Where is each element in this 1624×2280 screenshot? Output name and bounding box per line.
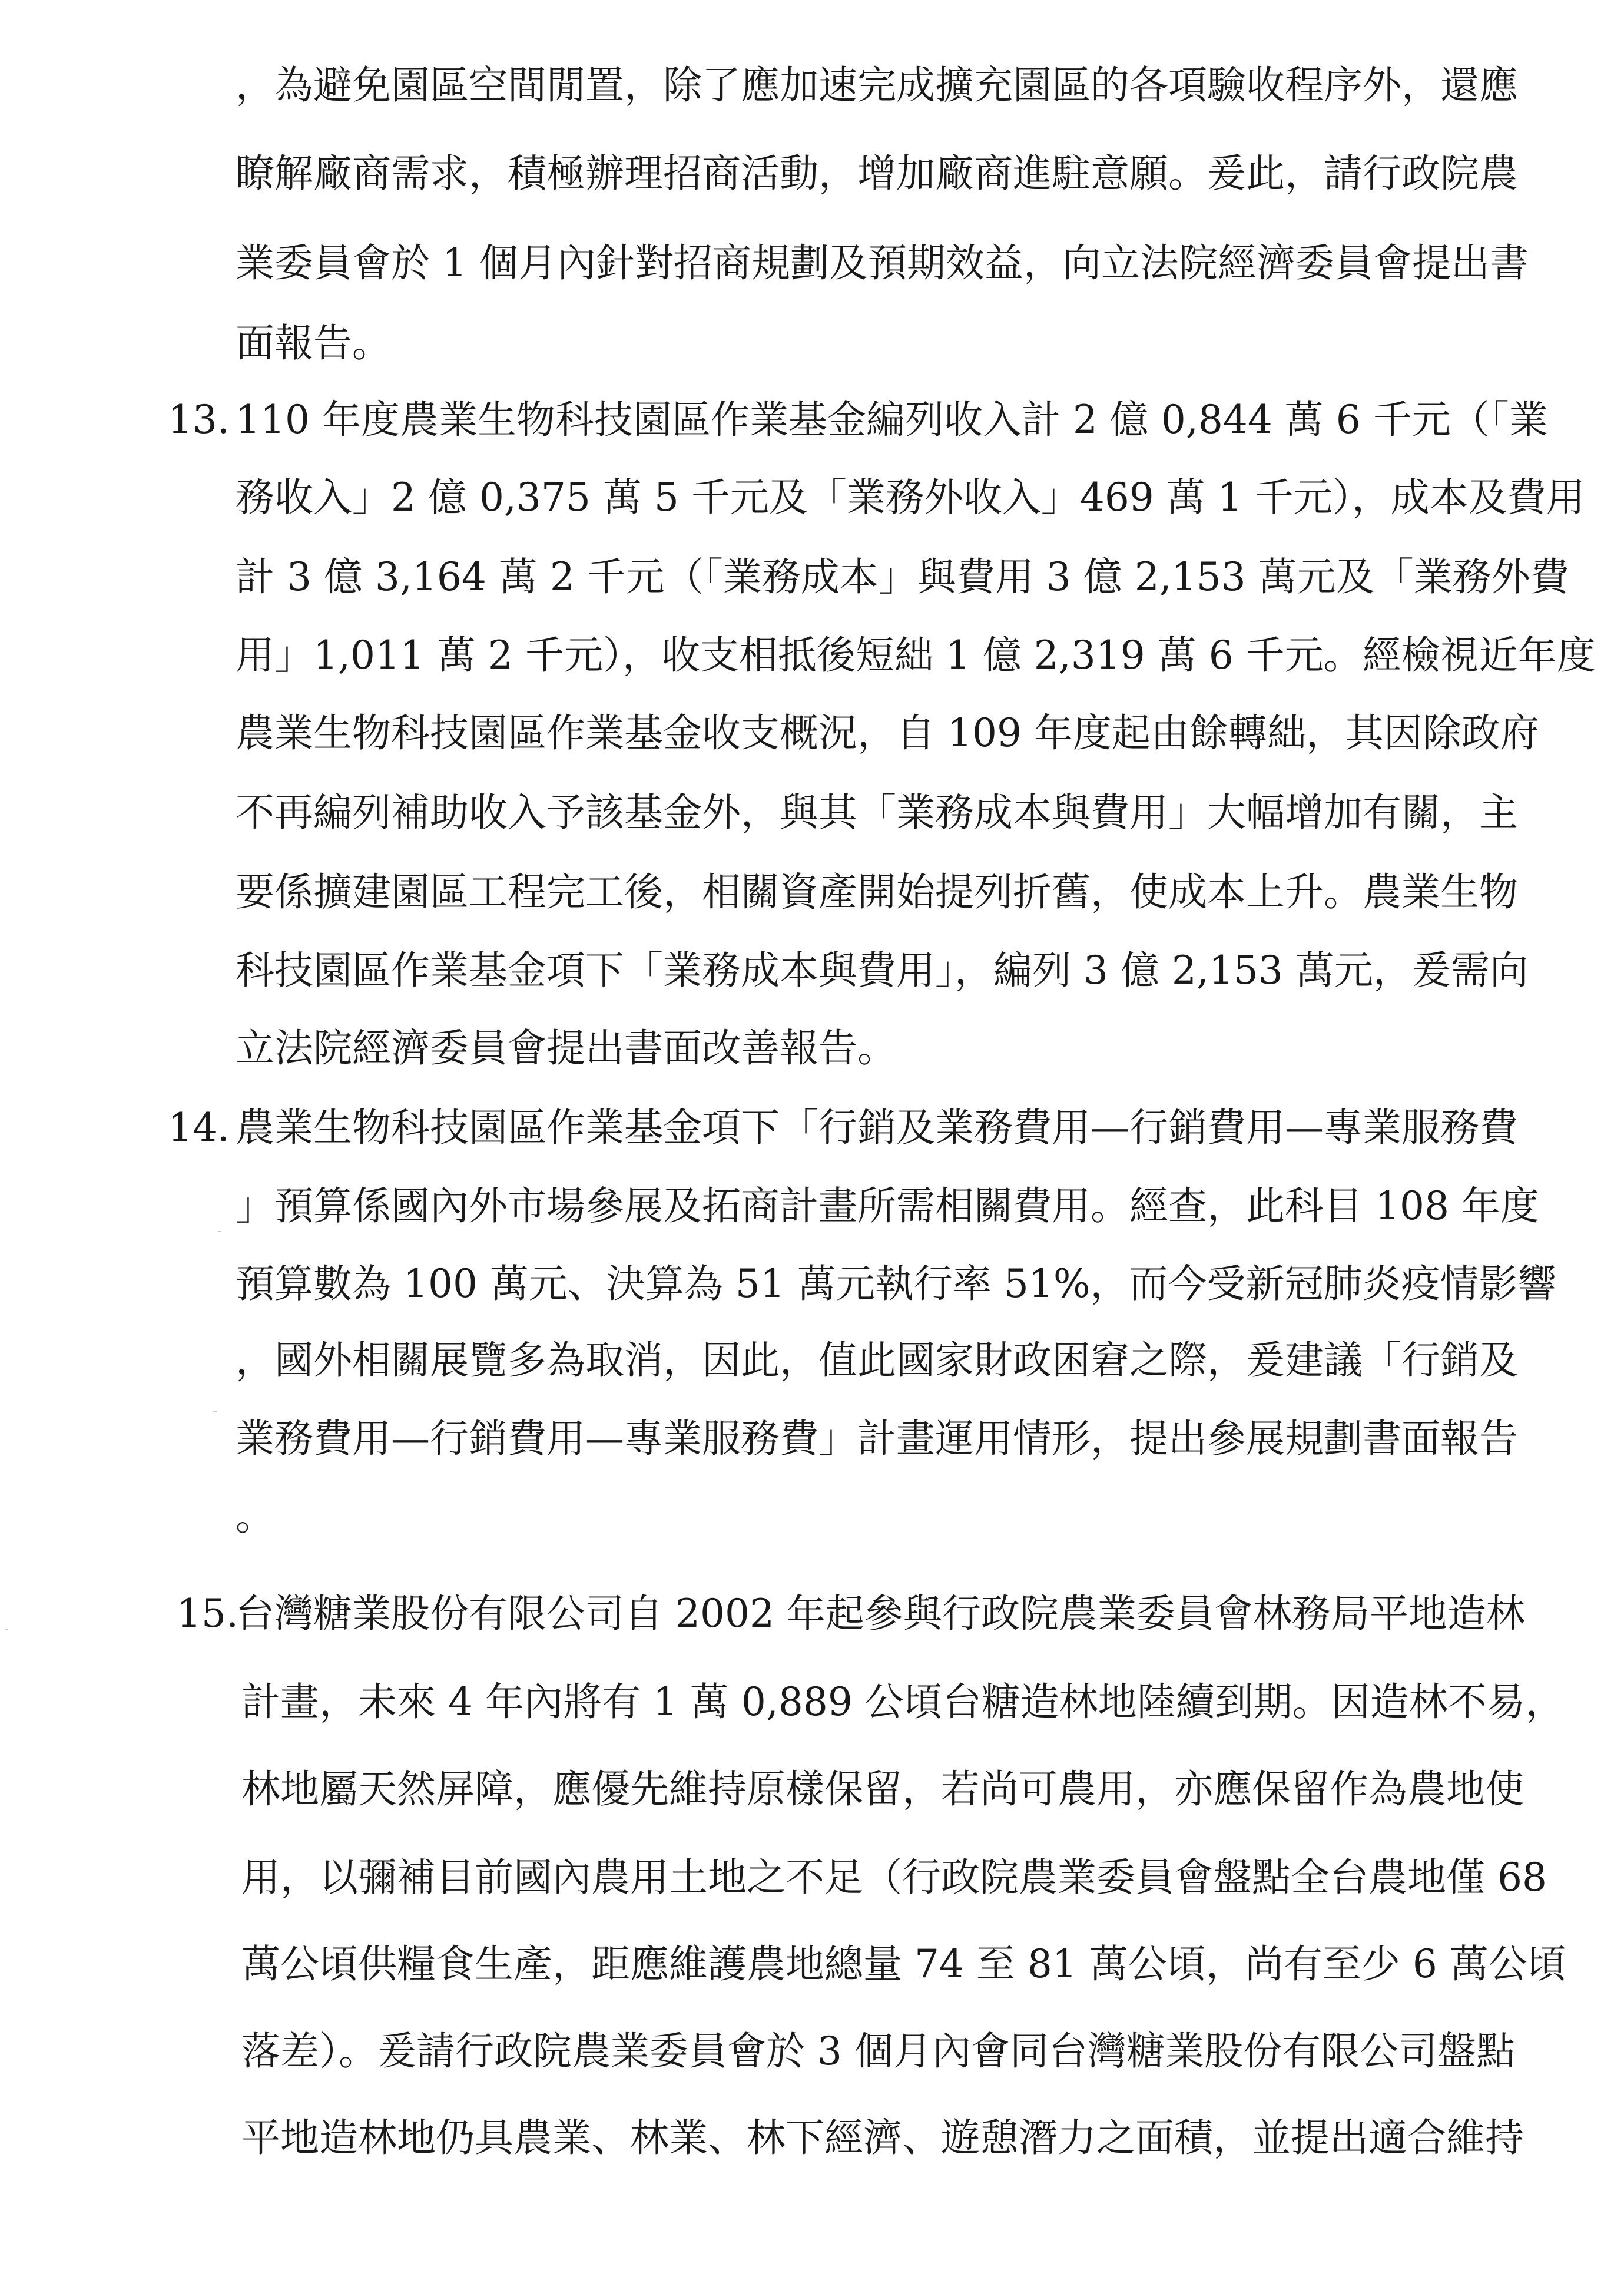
item-number: 13. (168, 397, 230, 442)
paragraph-line: 立法院經濟委員會提出書面改善報告。 (236, 1025, 896, 1071)
scan-speck (213, 1411, 217, 1412)
paragraph-line: 面報告。 (236, 320, 391, 366)
paragraph-line: 」預算係國內外市場參展及拓商計畫所需相關費用。經查，此科目 108 年度 (236, 1183, 1539, 1229)
paragraph-line: 要係擴建園區工程完工後，相關資產開始提列折舊，使成本上升。農業生物 (236, 869, 1518, 915)
paragraph-line: 用」1,011 萬 2 千元），收支相抵後短絀 1 億 2,319 萬 6 千元。經檢視近年度 (236, 633, 1596, 678)
paragraph-line: 落差）。爰請行政院農業委員會於 3 個月內會同台灣糖業股份有限公司盤點 (241, 2028, 1515, 2074)
paragraph-line: ，為避免園區空間閒置，除了應加速完成擴充園區的各項驗收程序外，還應 (236, 62, 1518, 108)
paragraph-line: 農業生物科技園區作業基金項下「行銷及業務費用—行銷費用—專業服務費 (236, 1105, 1518, 1150)
paragraph-line: 台灣糖業股份有限公司自 2002 年起參與行政院農業委員會林務局平地造林 (236, 1591, 1525, 1636)
paragraph-line: ，國外相關展覽多為取消，因此，值此國家財政困窘之際，爰建議「行銷及 (236, 1338, 1518, 1383)
paragraph-line: 不再編列補助收入予該基金外，與其「業務成本與費用」大幅增加有關，主 (236, 790, 1518, 835)
paragraph-line: 計畫，未來 4 年內將有 1 萬 0,889 公頃台糖造林地陸續到期。因造林不易， (241, 1679, 1565, 1725)
paragraph-line: 務收入」2 億 0,375 萬 5 千元及「業務外收入」469 萬 1 千元），成本及費用 (236, 475, 1585, 520)
paragraph-line: 科技園區作業基金項下「業務成本與費用」，編列 3 億 2,153 萬元，爰需向 (236, 948, 1529, 993)
paragraph-line: 計 3 億 3,164 萬 2 千元（「業務成本」與費用 3 億 2,153 萬元及「業務外費 (236, 554, 1569, 600)
paragraph-line: 110 年度農業生物科技園區作業基金編列收入計 2 億 0,844 萬 6 千元（「業 (236, 397, 1548, 442)
paragraph-line: 萬公頃供糧食生產，距應維護農地總量 74 至 81 萬公頃，尚有至少 6 萬公頃 (241, 1941, 1566, 1987)
scan-speck (5, 1629, 8, 1630)
item-number: 15. (177, 1591, 238, 1636)
item-number: 14. (168, 1105, 230, 1150)
paragraph-line: 瞭解廠商需求，積極辦理招商活動，增加廠商進駐意願。爰此，請行政院農 (236, 151, 1518, 196)
scan-speck (218, 1231, 221, 1232)
paragraph-line: 業務費用—行銷費用—專業服務費」計畫運用情形，提出參展規劃書面報告 (236, 1416, 1518, 1461)
paragraph-line: 。 (236, 1494, 274, 1539)
paragraph-line: 農業生物科技園區作業基金收支概況，自 109 年度起由餘轉絀，其因除政府 (236, 710, 1539, 756)
paragraph-line: 業委員會於 1 個月內針對招商規劃及預期效益，向立法院經濟委員會提出書 (236, 240, 1529, 286)
paragraph-line: 平地造林地仍具農業、林業、林下經濟、遊憩潛力之面積，並提出適合維持 (241, 2115, 1524, 2160)
paragraph-line: 用，以彌補目前國內農用土地之不足（行政院農業委員會盤點全台農地僅 68 (241, 1855, 1547, 1900)
paragraph-line: 預算數為 100 萬元、決算為 51 萬元執行率 51%，而今受新冠肺炎疫情影響 (236, 1261, 1557, 1306)
paragraph-line: 林地屬天然屏障，應優先維持原樣保留，若尚可農用，亦應保留作為農地使 (241, 1766, 1524, 1812)
